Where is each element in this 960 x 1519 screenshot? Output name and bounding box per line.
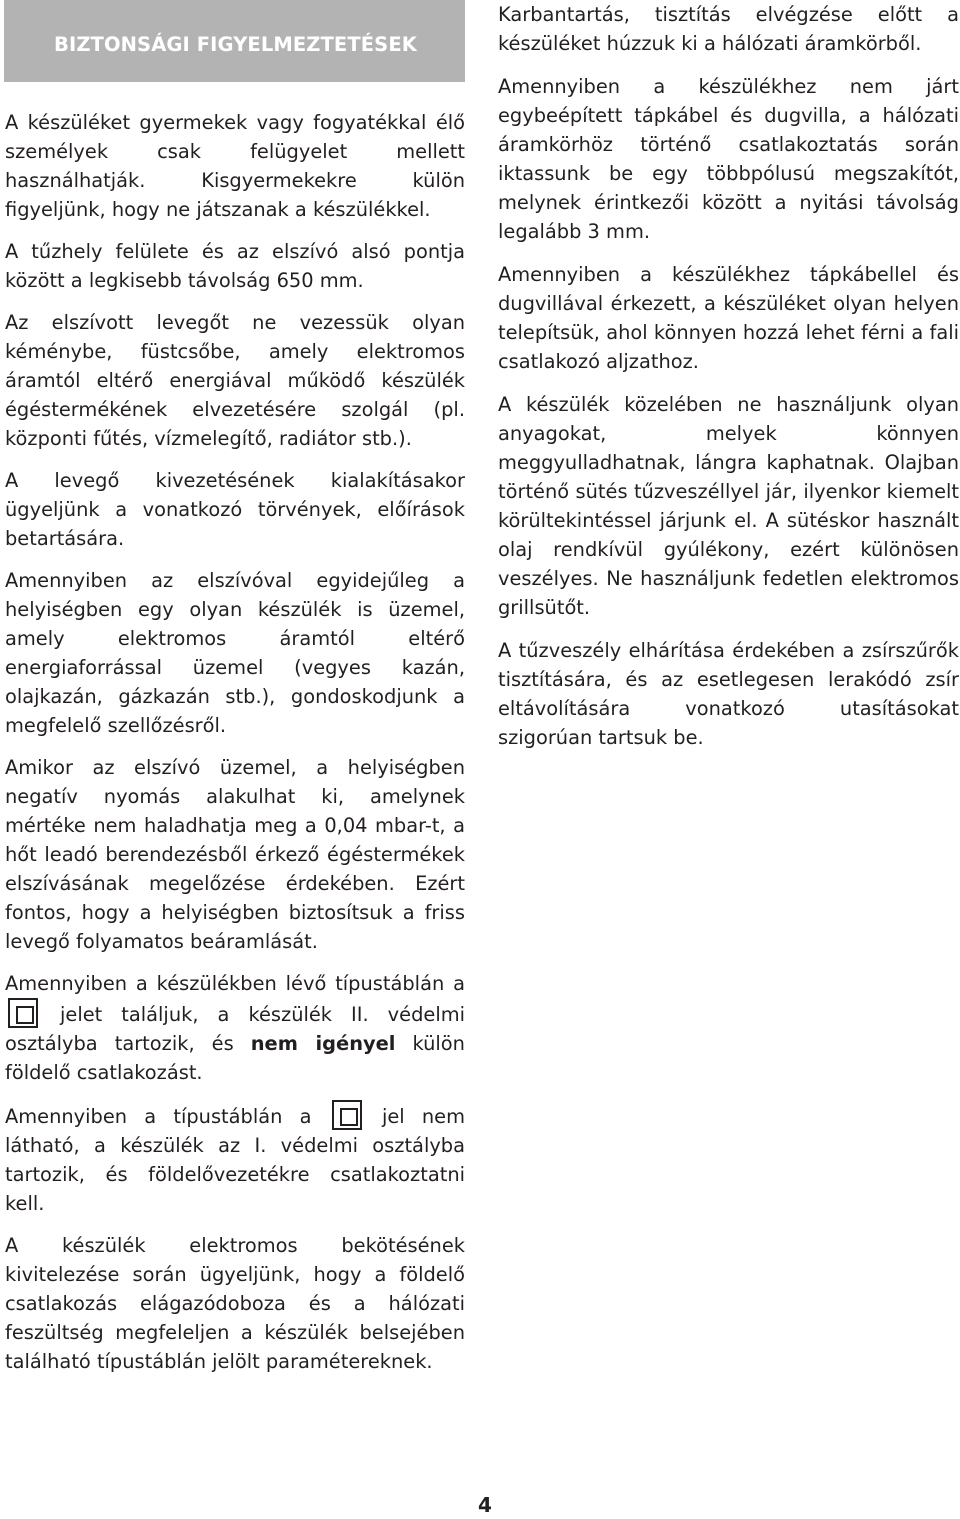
paragraph-electrical-connection: A készülék elektromos bekötésének kivitelezése során ügyeljünk, hogy a földelő csatlakozás elágazódoboza és a hálózati feszültség megfeleljen a készülék belsejében található típustáblán jelölt paramétereknek.	[5, 1234, 465, 1373]
paragraph-regulations: A levegő kivezetésének kialakításakor ügyeljünk a vonatkozó törvények, előírások betartására.	[5, 469, 465, 550]
paragraph-ventilation: Amennyiben az elszívóval egyidejűleg a helyiségben egy olyan készülék is üzemel, amely elektromos áramtól eltérő energiaforrással üzemel (vegyes kazán, olajkazán, gázkazán stb.), gondoskodjunk a megfelelő szellőzésről.	[5, 569, 465, 737]
double-square-icon	[8, 998, 38, 1028]
paragraph-socket-access: Amennyiben a készülékhez tápkábellel és dugvillával érkezett, a készüléket olyan helyen telepítsük, ahol könnyen hozzá lehet férni a fali csatlakozó aljzathoz.	[498, 263, 959, 373]
paragraph-class-one	[5, 1100, 465, 1218]
section-header-bar	[4, 0, 465, 82]
right-column	[498, 0, 959, 766]
paragraph-multipole-switch: Amennyiben a készülékhez nem járt egybeépített tápkábel és dugvilla, a hálózati áramkörhöz történő csatlakoztatás során iktassunk be egy többpólusú megszakítót, melynek érintkezői között a nyitási távolság legalább 3 mm.	[498, 75, 959, 243]
paragraph-maintenance-unplug: Karbantartás, tisztítás elvégzése előtt a készüléket húzzuk ki a hálózati áramkörből.	[498, 3, 959, 55]
page-number: 4	[478, 1493, 492, 1517]
class-two-text-1: Amennyiben a készülékben lévő típustáblán a	[5, 972, 465, 995]
paragraph-negative-pressure: Amikor az elszívó üzemel, a helyiségben negatív nyomás alakulhat ki, amelynek mértéke nem haladhatja meg a 0,04 mbar-t, a hőt leadó berendezésből érkező égéstermékek elszívásának megelőzése érdekében. Ezért fontos, hogy a helyiségben biztosítsuk a friss levegő folyamatos beáramlását.	[5, 756, 465, 953]
section-title: BIZTONSÁGI FIGYELMEZTETÉSEK	[54, 33, 417, 56]
paragraph-minimum-distance: A tűzhely felülete és az elszívó alsó pontja között a legkisebb távolság 650 mm.	[5, 240, 465, 292]
paragraph-children-supervision: A készüléket gyermekek vagy fogyatékkal élő személyek csak felügyelet mellett használhatják. Kisgyermekekre külön figyeljünk, hogy ne játszanak a készülékkel.	[5, 111, 465, 221]
class-two-emphasis: nem igényel	[250, 1032, 396, 1055]
left-column	[5, 108, 465, 1389]
class-two-text-2: jelet találjuk, a készülék II. védelmi osztályba tartozik, és	[5, 1003, 465, 1055]
paragraph-class-two	[5, 969, 465, 1087]
paragraph-grease-filters: A tűzveszély elhárítása érdekében a zsírszűrők tisztítására, és az esetlegesen lerakódó zsír eltávolítására vonatkozó utasításokat szigorúan tartsuk be.	[498, 639, 959, 749]
double-square-icon	[332, 1100, 362, 1130]
class-one-text-1: Amennyiben a típustáblán a	[5, 1105, 312, 1128]
paragraph-fire-hazard: A készülék közelében ne használjunk olyan anyagokat, melyek könnyen meggyulladhatnak, lángra kaphatnak. Olajban történő sütés tűzveszéllyel jár, ilyenkor kiemelt körültekintéssel járjunk el. A sütéskor használt olaj rendkívül gyúlékony, ezért különösen veszélyes. Ne használjunk fedetlen elektromos grillsütőt.	[498, 393, 959, 619]
class-one-text-2: jel nem látható, a készülék az I. védelmi osztályba tartozik, és földelővezetékre csatlakoztatni kell.	[5, 1105, 465, 1215]
class-two-text-3: külön földelő csatlakozást.	[5, 1032, 465, 1084]
paragraph-chimney-warning: Az elszívott levegőt ne vezessük olyan kéménybe, füstcsőbe, amely elektromos áramtól eltérő energiával működő készülék égéstermékének elvezetésére szolgál (pl. központi fűtés, vízmelegítő, radiátor stb.).	[5, 311, 465, 450]
